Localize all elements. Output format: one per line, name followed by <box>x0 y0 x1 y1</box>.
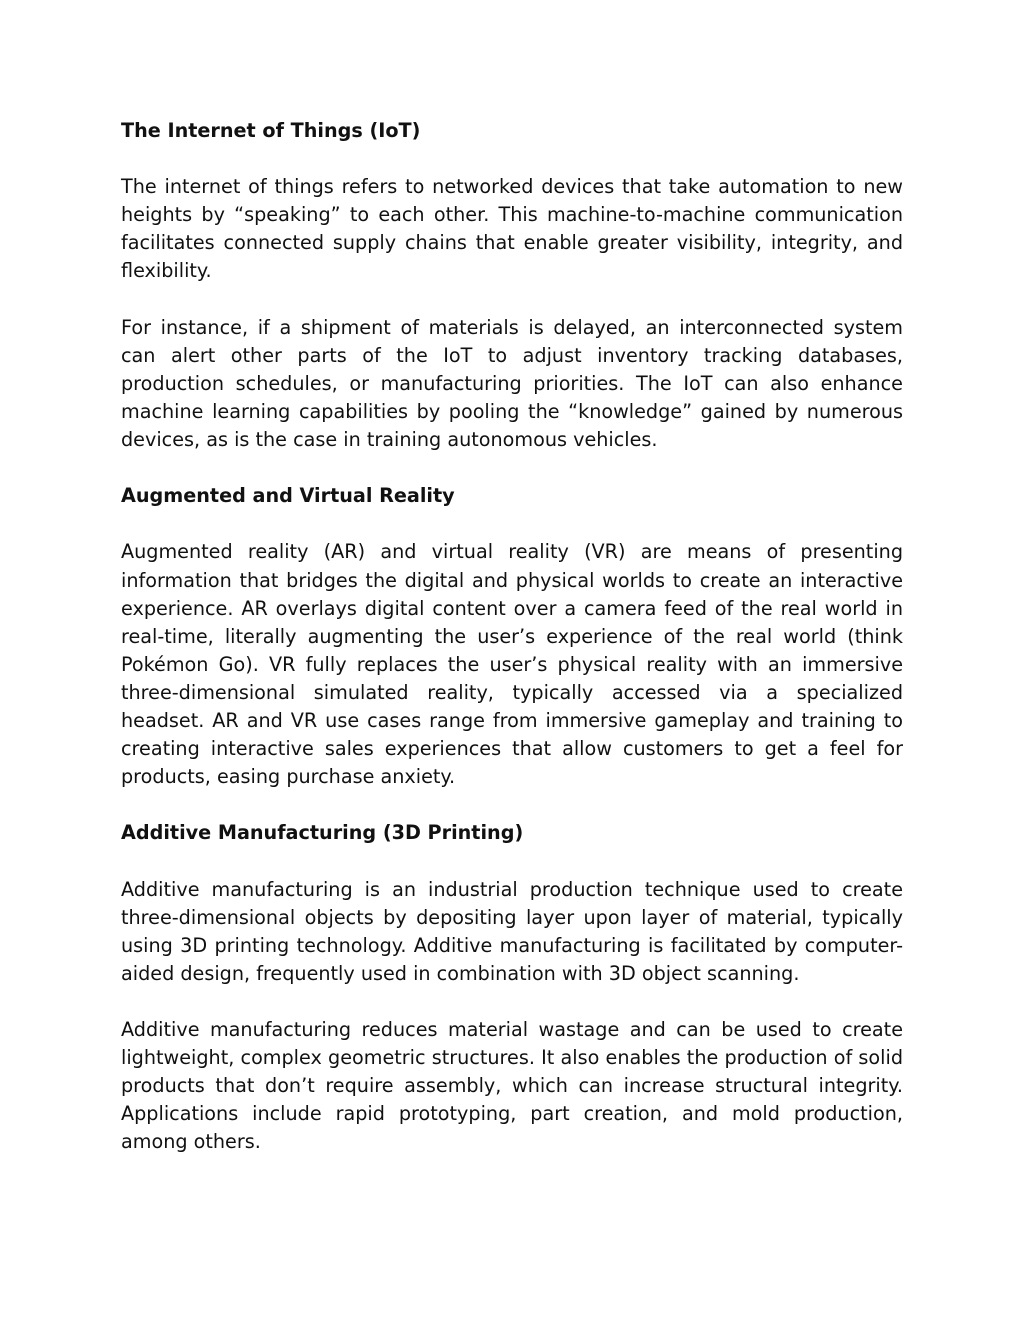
spacer <box>121 454 903 482</box>
paragraph-iot-example: For instance, if a shipment of materials is delayed, an interconnected system can alert other parts of the IoT to adjust inventory tracking databases, production schedules, or manufacturing priorities. The IoT can also enhance machine learning capabilities by pooling the “knowledge” gained by numerous devices, as is the case in training autonomous vehicles. <box>121 315 903 452</box>
paragraph-additive-benefits: Additive manufacturing reduces material wastage and can be used to create lightweight, complex geometric structures. It also enables the production of solid products that don’t require assembly, which can increase structural integrity. Applications include rapid prototyping, part creation, and mold production, among others. <box>121 1018 903 1154</box>
section-heading-ar-vr: Augmented and Virtual Reality <box>121 484 455 508</box>
spacer <box>121 847 903 875</box>
spacer <box>121 286 903 314</box>
paragraph-ar-vr: Augmented reality (AR) and virtual reality (VR) are means of presenting information that bridges the digital and physical worlds to create an interactive experience. AR overlays digital content over a camera feed of the real world in real-time, literally augmenting the user’s experience of the real world (think Pokémon Go). VR fully replaces the user’s physical reality with an immersive three-dimensional simulated reality, typically accessed via a specialized headset. AR and VR use cases range from immersive gameplay and training to creating interactive sales experiences that allow customers to get a feel for products, easing purchase anxiety. <box>121 540 903 789</box>
document-page <box>121 117 903 1156</box>
paragraph-iot-definition: The internet of things refers to networked devices that take automation to new heights by “speaking” to each other. This machine-to-machine communication facilitates connected supply chains that enable greater visibility, integrity, and flexibility. <box>121 175 903 283</box>
paragraph-additive-definition: Additive manufacturing is an industrial production technique used to create three-dimensional objects by depositing layer upon layer of material, typically using 3D printing technology. Additive manufacturing is facilitated by computer-aided design, frequently used in combination with 3D object scanning. <box>121 877 903 985</box>
spacer <box>121 988 903 1016</box>
spacer <box>121 510 903 538</box>
spacer <box>121 145 903 173</box>
spacer <box>121 791 903 819</box>
section-heading-additive-manufacturing: Additive Manufacturing (3D Printing) <box>121 821 524 845</box>
section-heading-iot: The Internet of Things (IoT) <box>121 119 421 142</box>
